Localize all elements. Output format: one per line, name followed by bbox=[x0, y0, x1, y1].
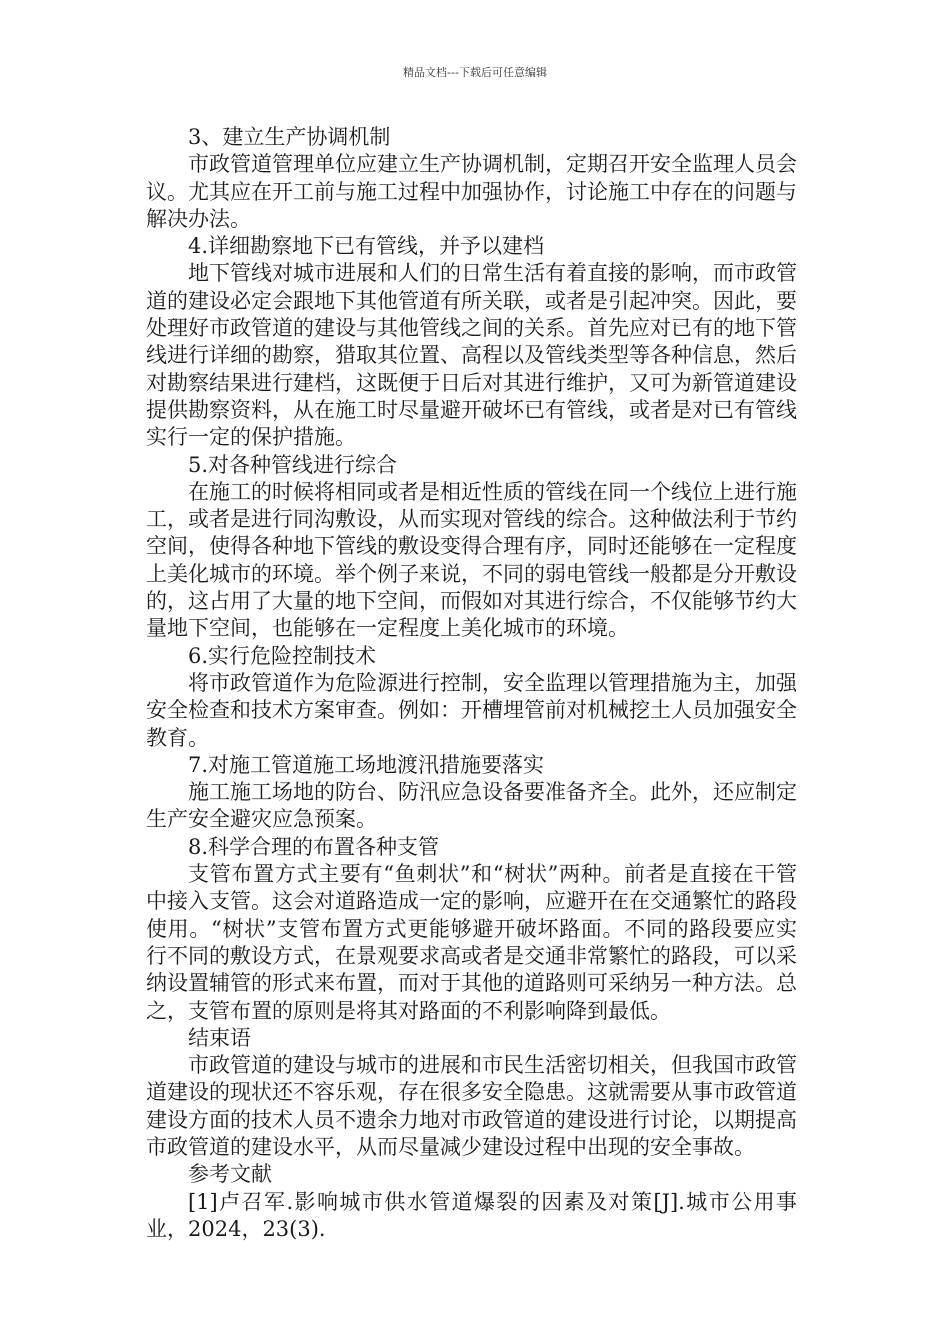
page-header: 精品文档---下载后可任意编辑 bbox=[403, 66, 547, 79]
paragraph-survey: 地下管线对城市进展和人们的日常生活有着直接的影响，而市政管道的建设必定会跟地下其他管道有所关联，或者是引起冲突。因此，要处理好市政管道的建设与其他管线之间的关系。首先应对已有的地下管线进行详细的勘察，猎取其位置、高程以及管线类型等各种信息，然后对勘察结果进行建档，这既便于日后对其进行维护，又可为新管道建设提供勘察资料，从在施工时尽量避开破坏已有管线，或者是对已有管线实行一定的保护措施。 bbox=[146, 261, 797, 450]
document-body bbox=[146, 124, 797, 1243]
paragraph-coordination: 市政管道管理单位应建立生产协调机制，定期召开安全监理人员会议。尤其应在开工前与施工过程中加强协作，讨论施工中存在的问题与解决办法。 bbox=[146, 152, 797, 231]
paragraph-flood-measures: 施工施工场地的防台、防汛应急设备要准备齐全。此外，还应制定生产安全避灾应急预案。 bbox=[146, 780, 797, 832]
reference-item: [1]卢召军.影响城市供水管道爆裂的因素及对策[J].城市公用事业，2024，23(3). bbox=[146, 1189, 797, 1241]
section-heading-7: 7.对施工管道施工场地渡汛措施要落实 bbox=[188, 752, 545, 777]
references-heading: 参考文献 bbox=[188, 1162, 272, 1187]
paragraph-pipeline-integration: 在施工的时候将相同或者是相近性质的管线在同一个线位上进行施工，或者是进行同沟敷设，从而实现对管线的综合。这种做法利于节约空间，使得各种地下管线的敷设变得合理有序，同时还能够在一定程度上美化城市的环境。举个例子来说，不同的弱电管线一般都是分开敷设的，这占用了大量的地下空间，而假如对其进行综合，不仅能够节约大量地下空间，也能够在一定程度上美化城市的环境。 bbox=[146, 479, 797, 641]
section-heading-5: 5.对各种管线进行综合 bbox=[188, 452, 398, 477]
section-heading-3: 3、建立生产协调机制 bbox=[188, 125, 391, 149]
paragraph-risk-control: 将市政管道作为危险源进行控制，安全监理以管理措施为主，加强安全检查和技术方案审查。例如：开槽埋管前对机械挖土人员加强安全教育。 bbox=[146, 670, 797, 750]
section-heading-6: 6.实行危险控制技术 bbox=[188, 643, 377, 668]
paragraph-branch-pipes: 支管布置方式主要有“鱼刺状”和“树状”两种。前者是直接在干管中接入支管。这会对道路造成一定的影响，应避开在在交通繁忙的路段使用。“树状”支管布置方式更能够避开破坏路面。不同的路段要应实行不同的敷设方式，在景观要求高或者是交通非常繁忙的路段，可以采纳设置辅管的形式来布置，而对于其他的道路则可采纳另一种方法。总之，支管布置的原则是将其对路面的不利影响降到最低。 bbox=[146, 862, 797, 1023]
section-heading-4: 4.详细勘察地下已有管线，并予以建档 bbox=[188, 234, 545, 259]
paragraph-conclusion: 市政管道的建设与城市的进展和市民生活密切相关，但我国市政管道建设的现状还不容乐观，存在很多安全隐患。这就需要从事市政管道建设方面的技术人员不遗余力地对市政管道的建设进行讨论，以期提高市政管道的建设水平，从而尽量减少建设过程中出现的安全事故。 bbox=[146, 1053, 797, 1159]
section-heading-8: 8.科学合理的布置各种支管 bbox=[188, 834, 440, 859]
conclusion-heading: 结束语 bbox=[188, 1025, 251, 1050]
